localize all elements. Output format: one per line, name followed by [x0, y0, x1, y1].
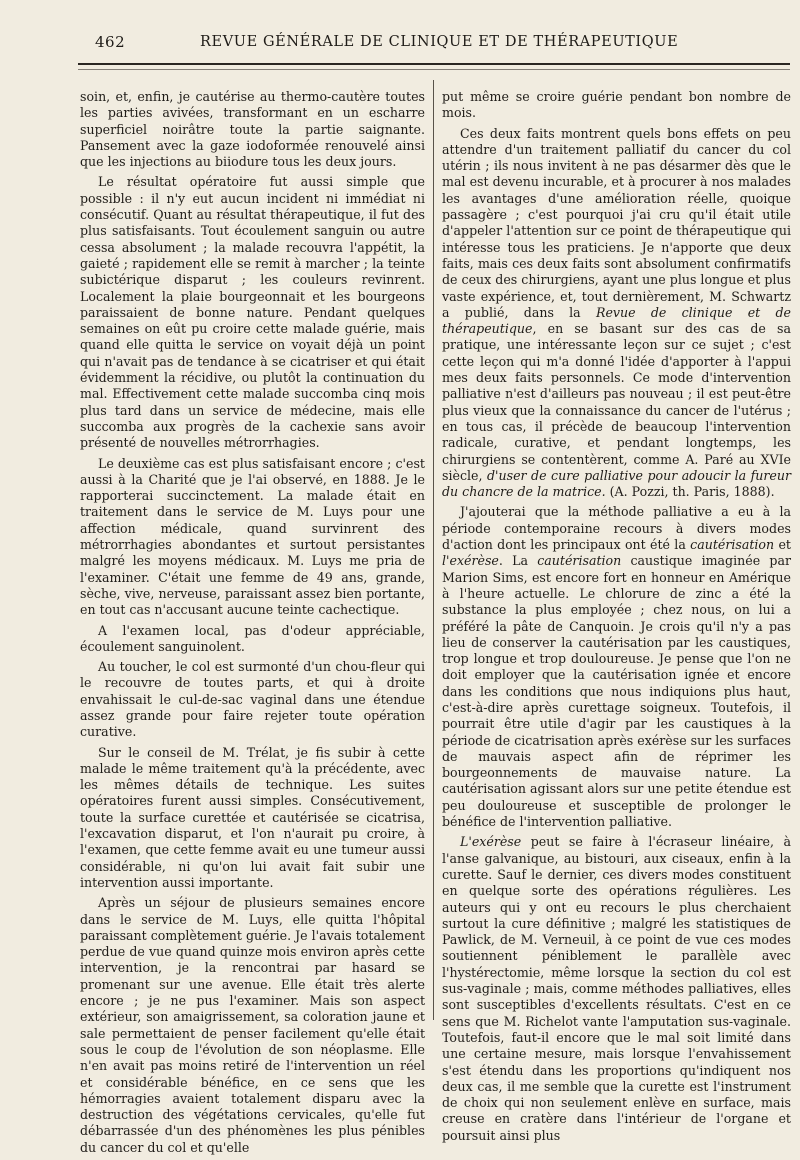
paragraph: soin, et, enfin, je cautérise au thermo-cautère toutes les parties avivées, transformant en un escharre superficiel noirâtre toute la partie saignante. Pansement avec la gaze iodoformée renouvelé ainsi que les injections au biiodure tous les deux jours.	[80, 89, 425, 170]
text-run: . La	[498, 553, 528, 569]
column-separator	[433, 80, 434, 1020]
term: l'exérèse	[442, 553, 499, 569]
paragraph: Après un séjour de plusieurs semaines encore dans le service de M. Luys, elle quitta l'hôpital paraissant complètement guérie. Je l'avais totalement perdue de vue quand quinze mois environ après cette intervention, je la rencontrai par hasard se promenant sur une avenue. Elle était très alerte encore ; je ne pus l'examiner. Mais son aspect extérieur, son amaigrissement, sa coloration jaune et sale permettaient de penser facilement qu'elle était sous le coup de l'évolution de son néoplasme. Elle n'en avait pas moins retiré de l'intervention un réel et considérable bénéfice, en ce sens que les hémorragies avaient totalement disparu avec la destruction des végétations cervicales, qu'elle fut débarrassée d'un des phénomènes les plus pénibles du cancer du col et qu'elle	[80, 895, 425, 1155]
citation: (A. Pozzi, th. Paris, 1888).	[609, 484, 775, 500]
running-title: REVUE GÉNÉRALE DE CLINIQUE ET DE THÉRAPEUTIQUE	[200, 34, 679, 50]
journal-title: Revue de clinique et de thérapeutique	[442, 304, 792, 337]
term: L'exérèse	[460, 834, 522, 850]
header-rule	[78, 63, 790, 65]
text-run: caustique imaginée par Marion Sims, est encore fort en honneur en Amérique à l'heure actuelle. Le chlorure de zinc a été la substance la plus employée ; chez nous, on lui a préféré la pâte de Canquoin. Je crois qu'il n'y a pas lieu de conserver la cautérisation par les caustiques, trop longue et trop douloureuse. Je pense que l'on ne doit employer que la cautérisation ignée et encore dans les conditions que nous indiquions plus haut, c'est-à-dire après curettage soigneux. Toutefois, il pourrait être utile d'agir par les caustiques à la période de cicatrisation après exérèse sur les surfaces de mauvais aspect afin de réprimer les bourgeonnements de mauvaise nature. La cautérisation agissant alors sur une petite étendue est peu douloureuse et susceptible de prolonger le bénéfice de l'intervention palliative.	[442, 553, 791, 830]
quotation: d'user de cure palliative pour adoucir la fureur du chancre de la matrice.	[442, 467, 791, 500]
paragraph: A l'examen local, pas d'odeur appréciable, écoulement sanguinolent.	[80, 622, 425, 654]
text-run: peut se faire à l'écraseur linéaire, à l'anse galvanique, au bistouri, aux ciseaux, enfin à la curette. Sauf le dernier, ces divers modes constituent en quelque sorte des opérations régulières. Les auteurs qui y ont eu recours le plus cherchaient surtout la cure définitive ; malgré les statistiques de Pawlick, de M. Verneuil, à ce point de vue ces modes soutiennent péniblement le parallèle avec l'hystérectomie, même lorsque la section du col est sus-vaginale ; mais, comme méthodes palliatives, elles sont susceptibles d'excellents résultats. C'est en ce sens que M. Richelot vante l'amputation sus-vaginale. Toutefois, faut-il encore que le mal soit limité dans une certaine mesure, mais lorsque l'envahissement s'est étendu dans les proportions qu'indiquent nos deux cas, il me semble que la curette est l'instrument de choix qui non seulement enlève en surface, mais creuse en cratère dans l'intérieur de l'organe et poursuit ainsi plus	[442, 834, 791, 1143]
page-number: 462	[95, 33, 126, 51]
paragraph	[442, 834, 791, 1144]
term: cautérisation	[537, 553, 622, 569]
left-column	[80, 89, 425, 1160]
text-run: Ces deux faits montrent quels bons effets on peu attendre d'un traitement palliatif du cancer du col utérin ; ils nous invitent à ne pas désarmer dès que le mal est devenu incurable, et à procurer à nos malades les avantages d'une amélioration réelle, quoique passagère ; c'est pourquoi j'ai cru qu'il était utile d'appeler l'attention sur ce point de thérapeutique qui intéresse tous les praticiens. Je n'apporte que deux faits, mais ces deux faits sont absolument confirmatifs de ceux des chirurgiens, ayant une plus longue et plus vaste expérience, et, tout dernièrement, M. Schwartz a publié, dans la	[442, 125, 791, 320]
header-rule-thin	[78, 69, 790, 70]
paragraph: Le deuxième cas est plus satisfaisant encore ; c'est aussi à la Charité que je l'ai observé, en 1888. Je le rapporterai succinctement. La malade était en traitement dans le service de M. Luys pour une affection médicale, quand survinrent des métrorrhagies abondantes et surtout persistantes malgré les moyens médicaux. M. Luys me pria de l'examiner. C'était une femme de 49 ans, grande, sèche, vive, nerveuse, paraissant assez bien portante, en tout cas n'accusant aucune teinte cachectique.	[80, 455, 425, 618]
paragraph	[442, 126, 791, 501]
page-header	[0, 0, 800, 62]
right-column	[442, 89, 791, 1148]
paragraph: Au toucher, le col est surmonté d'un chou-fleur qui le recouvre de toutes parts, et qui à droite envahissait le cul-de-sac vaginal dans une étendue assez grande pour faire rejeter toute opération curative.	[80, 659, 425, 740]
text-run: , en se basant sur des cas de sa pratique, une intéressante leçon sur ce sujet ; c'est cette leçon qui m'a donné l'idée d'apporter à l'appui mes deux faits personnels. Ce mode d'intervention palliative n'est d'ailleurs pas nouveau ; il est peut-être plus vieux que la connaissance du cancer de l'utérus ; en tous cas, il précède de beaucoup l'intervention radicale, curative, et pendant longtemps, les chirurgiens se contentèrent, comme A. Paré au XVIe siècle,	[442, 321, 791, 483]
paragraph: put même se croire guérie pendant bon nombre de mois.	[442, 89, 791, 121]
term: cautérisation	[690, 537, 775, 553]
text-run: et	[778, 537, 791, 553]
paragraph	[442, 504, 791, 830]
text-run: J'ajouterai que la méthode palliative a eu à la période contemporaine recours à divers modes d'action dont les principaux ont été la	[442, 504, 791, 553]
paragraph: Le résultat opératoire fut aussi simple que possible : il n'y eut aucun incident ni immédiat ni consécutif. Quant au résultat thérapeutique, il fut des plus satisfaisants. Tout écoulement sanguin ou autre cessa absolument ; la malade recouvra l'appétit, la gaieté ; rapidement elle se remit à marcher ; la teinte subictérique disparut ; les couleurs revinrent. Localement la plaie bourgeonnait et les bourgeons paraissaient de bonne nature. Pendant quelques semaines on eût pu croire cette malade guérie, mais quand elle quitta le service on voyait déjà un point qui n'avait pas de tendance à se cicatriser et qui était évidemment la récidive, ou plutôt la continuation du mal. Effectivement cette malade succomba cinq mois plus tard dans un service de médecine, mais elle succomba aux progrès de la cachexie sans avoir présenté de nouvelles métrorrhagies.	[80, 174, 425, 451]
paragraph: Sur le conseil de M. Trélat, je fis subir à cette malade le même traitement qu'à la précédente, avec les mêmes détails de technique. Les suites opératoires furent aussi simples. Consécutivement, toute la surface curettée et cautérisée se cicatrisa, l'excavation disparut, et l'on n'aurait pu croire, à l'examen, que cette femme avait eu une tumeur aussi considérable, ni qu'on lui avait fait subir une intervention aussi importante.	[80, 744, 425, 890]
